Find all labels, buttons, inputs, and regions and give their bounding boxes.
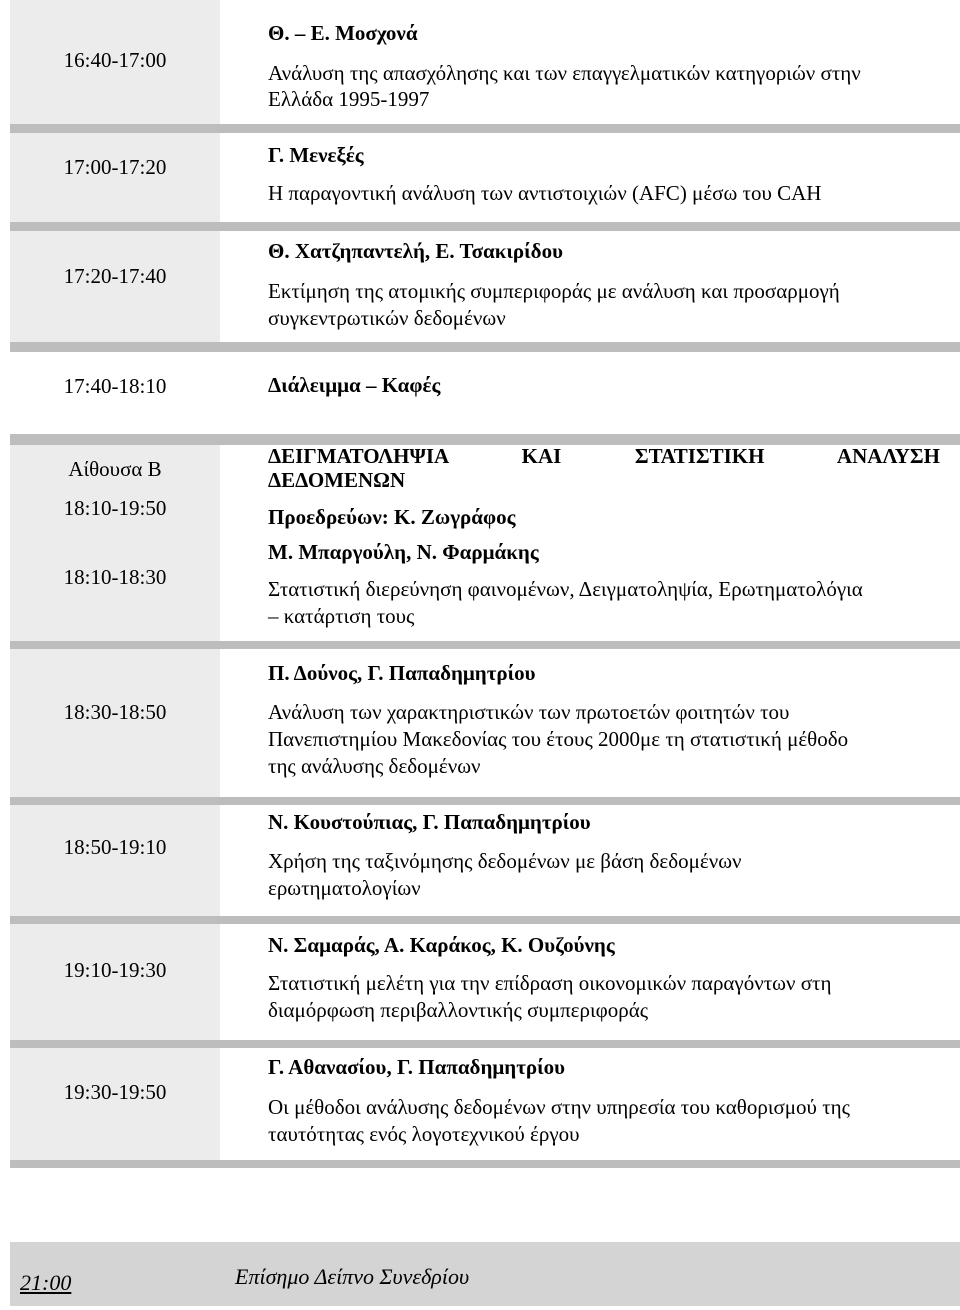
session-title-line: Οι μέθοδοι ανάλυσης δεδομένων στην υπηρεσία του καθορισμού της	[268, 1095, 850, 1119]
session-time: 16:40-17:00	[63, 48, 167, 72]
session-title-line: Στατιστική μελέτη για την επίδραση οικονομικών παραγόντων στη	[268, 971, 832, 995]
session-time: 18:50-19:10	[63, 835, 167, 859]
session-authors: Ν. Σαμαράς, Α. Καράκος, Κ. Ουζούνης	[268, 933, 615, 957]
session-authors: Γ. Μενεξές	[268, 143, 364, 167]
break-label: Διάλειμμα – Καφές	[268, 373, 441, 397]
separator-band	[10, 342, 960, 352]
separator-band	[10, 1040, 960, 1048]
session-title-line: Στατιστική διερεύνηση φαινομένων, Δειγματοληψία, Ερωτηματολόγια	[268, 577, 863, 601]
session-authors: Γ. Αθανασίου, Γ. Παπαδημητρίου	[268, 1055, 566, 1079]
session-time: 17:20-17:40	[63, 264, 167, 288]
session-time: 19:10-19:30	[63, 958, 167, 982]
separator-band	[10, 222, 960, 231]
session-time: 18:30-18:50	[63, 700, 167, 724]
dinner-row	[10, 1242, 960, 1306]
session-time: 17:00-17:20	[63, 155, 167, 179]
separator-band	[10, 641, 960, 649]
session-authors: Θ. Χατζηπαντελή, Ε. Τσακιρίδου	[268, 239, 563, 263]
session-time: 18:10-18:30	[63, 565, 167, 589]
session-title-line: Πανεπιστημίου Μακεδονίας του έτους 2000με τη στατιστική μέθοδο	[268, 727, 849, 751]
session-title-line: ερωτηματολογίων	[268, 876, 421, 900]
break-time: 17:40-18:10	[63, 374, 167, 398]
session-authors: Μ. Μπαργούλη, Ν. Φαρμάκης	[268, 540, 539, 564]
chairperson: Προεδρεύων: Κ. Ζωγράφος	[268, 505, 516, 529]
session-title-line: ταυτότητας ενός λογοτεχνικού έργου	[268, 1122, 580, 1146]
session-title-line: Εκτίμηση της ατομικής συμπεριφοράς με ανάλυση και προσαρμογή	[268, 279, 840, 303]
separator-band	[10, 797, 960, 805]
session-heading: ΔΕΙΓΜΑΤΟΛΗΨΙΑ ΚΑΙ ΣΤΑΤΙΣΤΙΚΗ ΑΝΑΛΥΣΗ	[268, 444, 940, 468]
session-title-line: της ανάλυσης δεδομένων	[268, 754, 481, 778]
dinner-time: 21:00	[20, 1270, 72, 1295]
session-title-line: διαμόρφωση περιβαλλοντικής συμπεριφοράς	[268, 998, 649, 1022]
session-title-line: Ανάλυση των χαρακτηριστικών των πρωτοετών φοιτητών του	[268, 700, 790, 724]
separator-band	[10, 124, 960, 133]
session-authors: Ν. Κουστούπιας, Γ. Παπαδημητρίου	[268, 810, 591, 834]
session-title-line: Ελλάδα 1995-1997	[268, 87, 430, 111]
session-heading-continued: ΔΕΔΟΜΕΝΩΝ	[268, 468, 406, 492]
session-title-line: Χρήση της ταξινόμησης δεδομένων με βάση δεδομένων	[268, 849, 742, 873]
room-name: Αίθουσα Β	[68, 457, 162, 481]
room-time: 18:10-19:50	[63, 496, 167, 520]
session-title-line: – κατάρτιση τους	[268, 604, 415, 628]
session-time: 19:30-19:50	[63, 1080, 167, 1104]
session-title-line: Η παραγοντική ανάλυση των αντιστοιχιών (AFC) μέσω του CAH	[268, 181, 822, 205]
dinner-label: Επίσημο Δείπνο Συνεδρίου	[235, 1264, 470, 1289]
separator-band	[10, 1160, 960, 1168]
session-authors: Π. Δούνος, Γ. Παπαδημητρίου	[268, 661, 536, 685]
session-title-line: Ανάλυση της απασχόλησης και των επαγγελματικών κατηγοριών στην	[268, 61, 861, 85]
separator-band	[10, 916, 960, 924]
session-title-line: συγκεντρωτικών δεδομένων	[268, 306, 506, 330]
session-authors: Θ. – Ε. Μοσχονά	[268, 21, 418, 45]
